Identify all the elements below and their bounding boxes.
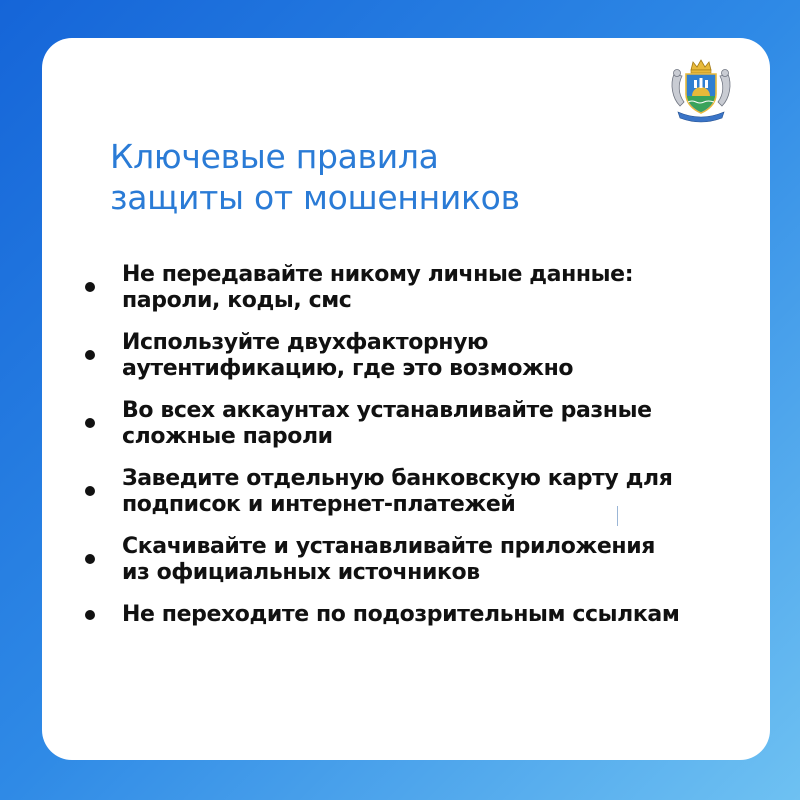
title-line-2: защиты от мошенников xyxy=(110,178,520,217)
rule-text-line-1: Не переходите по подозрительным ссылкам xyxy=(122,602,680,627)
list-item xyxy=(85,262,745,314)
bullet-icon xyxy=(85,282,95,292)
page-title xyxy=(110,136,520,218)
bullet-icon xyxy=(85,418,95,428)
text-cursor xyxy=(617,506,618,526)
content-card xyxy=(42,38,770,760)
coat-of-arms-icon xyxy=(666,56,736,126)
title-line-1: Ключевые правила xyxy=(110,137,439,176)
list-item xyxy=(85,330,745,382)
bullet-icon xyxy=(85,350,95,360)
rule-text-line-1: Во всех аккаунтах устанавливайте разные xyxy=(122,398,652,423)
list-item xyxy=(85,466,745,518)
list-item xyxy=(85,534,745,586)
bullet-icon xyxy=(85,610,95,620)
rule-text-line-2: подписок и интернет-платежей xyxy=(122,492,516,517)
list-item xyxy=(85,602,745,628)
rule-text-line-2: аутентификацию, где это возможно xyxy=(122,356,574,381)
rule-text-line-1: Заведите отдельную банковскую карту для xyxy=(122,466,673,491)
bullet-icon xyxy=(85,554,95,564)
rule-text-line-1: Используйте двухфакторную xyxy=(122,330,489,355)
list-item xyxy=(85,398,745,450)
rules-list xyxy=(85,262,745,644)
rule-text-line-1: Скачивайте и устанавливайте приложения xyxy=(122,534,655,559)
bullet-icon xyxy=(85,486,95,496)
rule-text-line-2: из официальных источников xyxy=(122,560,480,585)
rule-text-line-1: Не передавайте никому личные данные: xyxy=(122,262,634,287)
rule-text-line-2: сложные пароли xyxy=(122,424,333,449)
rule-text-line-2: пароли, коды, смс xyxy=(122,288,352,313)
